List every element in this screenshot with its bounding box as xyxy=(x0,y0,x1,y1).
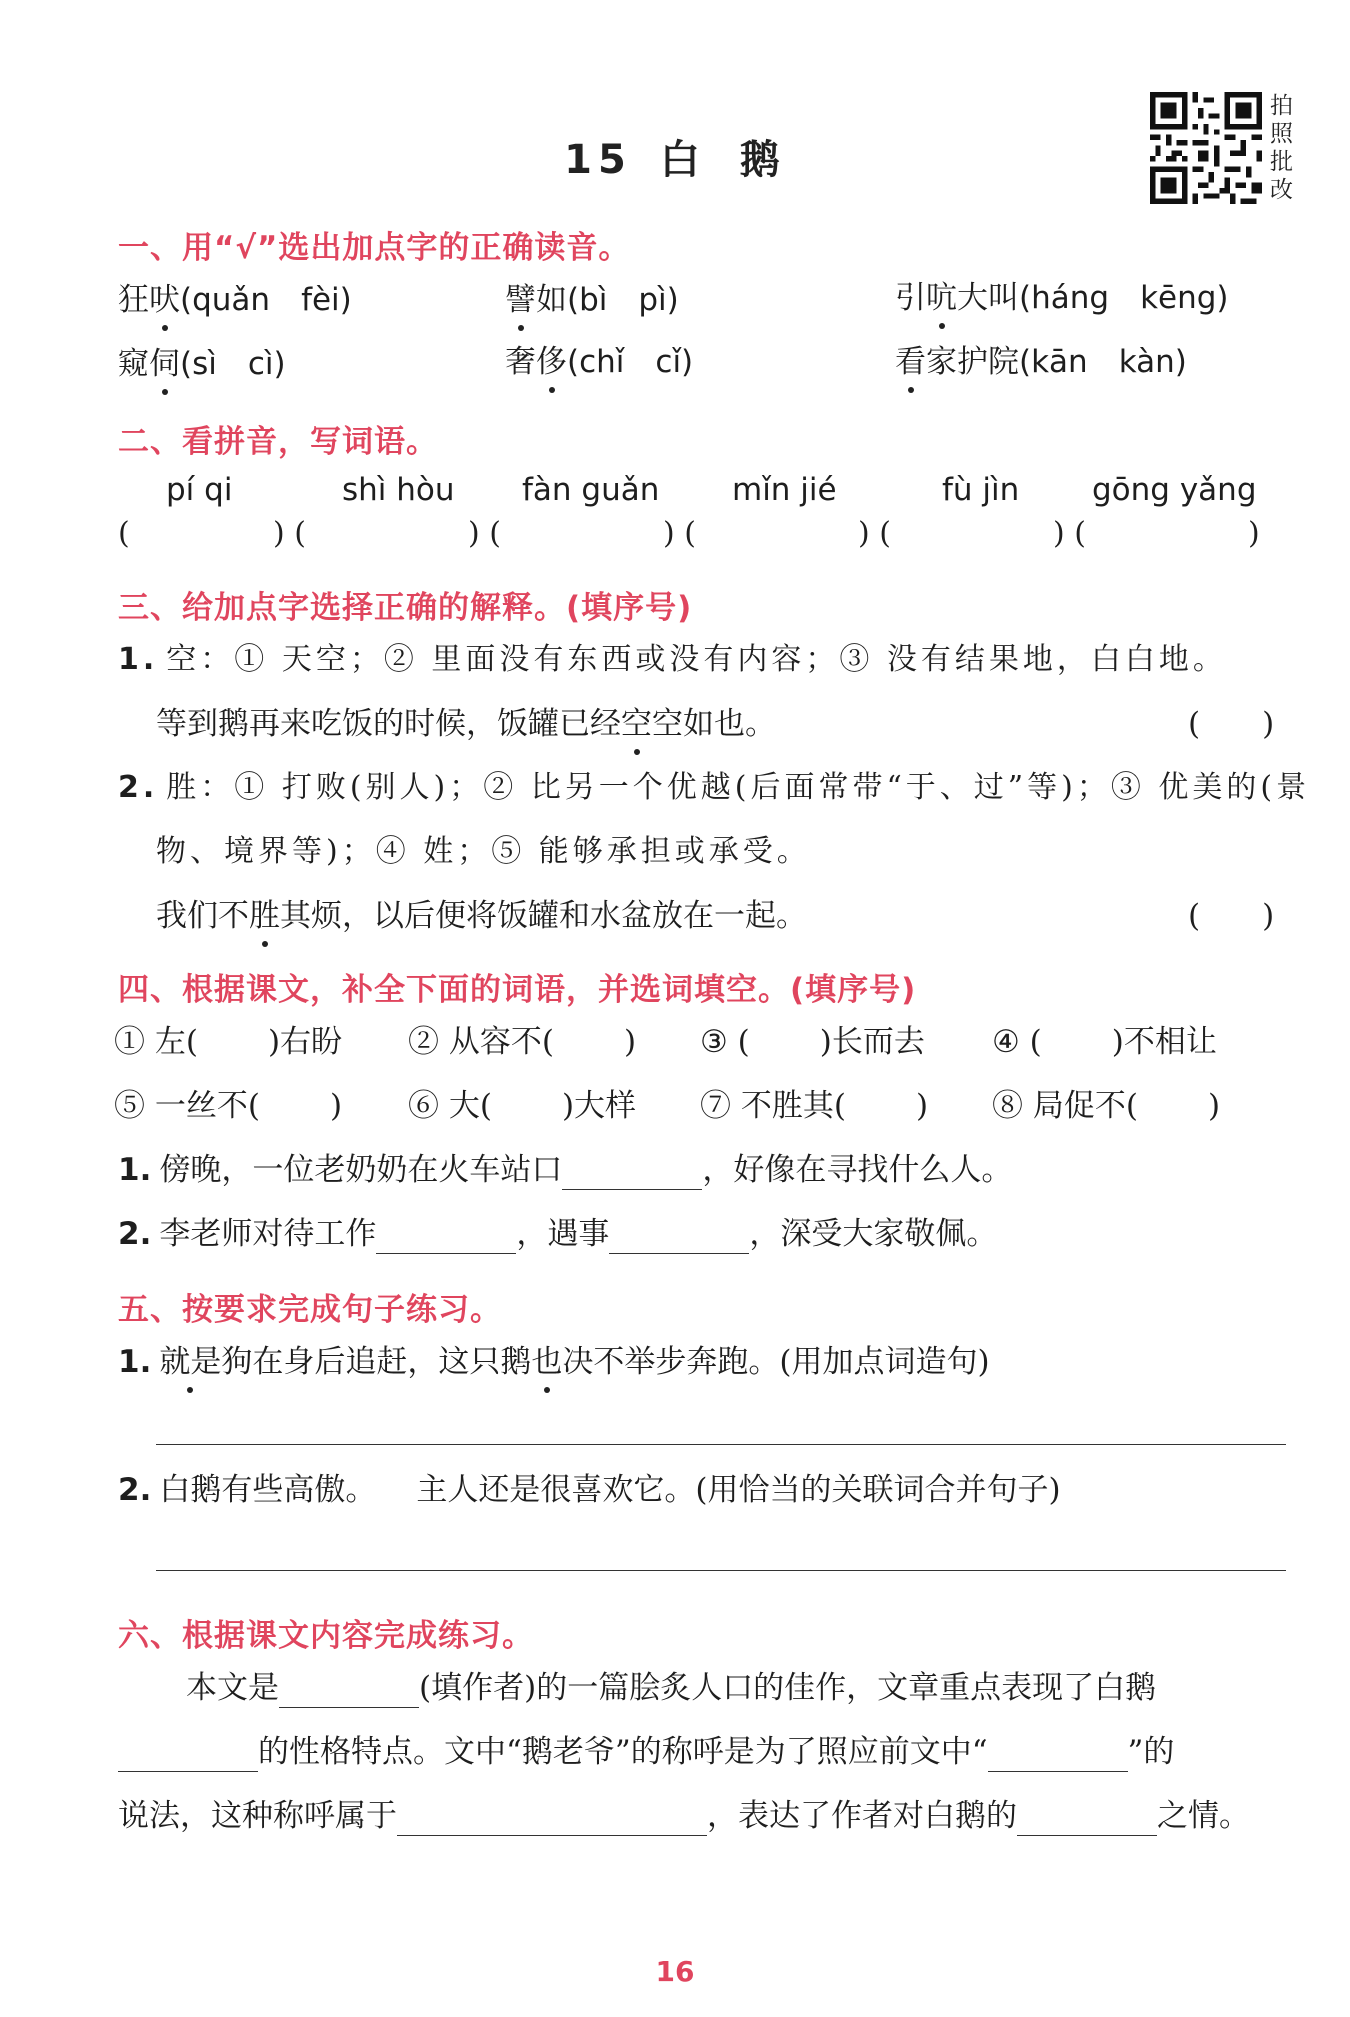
fill-sentence: 2. 李老师对待工作 ，遇事 ，深受大家敬佩。 xyxy=(118,1216,998,1252)
fill-blank[interactable] xyxy=(118,1737,258,1772)
section-2-heading: 二、看拼音，写词语。 xyxy=(118,424,438,460)
section-1-heading: 一、用“√”选出加点字的正确读音。 xyxy=(118,230,631,266)
qr-code-icon[interactable] xyxy=(1150,92,1262,204)
passage-line: 本文是 (填作者)的一篇脍炙人口的佳作，文章重点表现了白鹅 xyxy=(186,1670,1157,1706)
idiom-item: ② 从容不( ) xyxy=(408,1024,637,1060)
fill-blank[interactable] xyxy=(562,1155,702,1190)
definition-line: 物、境界等)；④ 姓；⑤ 能够承担或承受。 xyxy=(156,834,811,869)
passage-line: 的性格特点。文中“鹅老爷”的称呼是为了照应前文中“ ”的 xyxy=(118,1732,1174,1772)
sentence-task: 2. 白鹅有些高傲。 主人还是很喜欢它。(用恰当的关联词合并句子) xyxy=(118,1472,1061,1508)
idiom-item: ⑧ 局促不( ) xyxy=(992,1088,1221,1124)
answer-box-sep: ) ( xyxy=(858,516,891,551)
section-5-heading: 五、按要求完成句子练习。 xyxy=(118,1292,502,1328)
section-3-heading: 三、给加点字选择正确的解释。(填序号) xyxy=(118,590,693,626)
idiom-item: ③ ( )长而去 xyxy=(700,1024,925,1060)
pronunciation-item: 窥伺(sì cì) xyxy=(118,346,286,382)
sentence-task: 1. 就是狗在身后追赶，这只鹅也决不举步奔跑。(用加点词造句) xyxy=(118,1344,990,1380)
fill-blank[interactable] xyxy=(609,1219,749,1254)
pronunciation-item: 譬如(bì pì) xyxy=(505,282,679,318)
fill-blank[interactable] xyxy=(988,1737,1128,1772)
answer-box-sep: ) ( xyxy=(273,516,306,551)
section-4-heading: 四、根据课文，补全下面的词语，并选词填空。(填序号) xyxy=(118,972,917,1008)
page-number: 16 xyxy=(655,1955,695,1988)
pinyin-prompt: shì hòu xyxy=(342,472,455,508)
idiom-item: ⑥ 大( )大样 xyxy=(408,1088,637,1124)
lesson-number: 15 xyxy=(564,137,632,183)
example-sentence: 我们不胜其烦，以后便将饭罐和水盆放在一起。 xyxy=(156,898,807,934)
definition-line: 2. 胜：① 打败(别人)；② 比另一个优越(后面常带“于、过”等)；③ 优美的(景 xyxy=(118,770,1311,805)
section-6-heading: 六、根据课文内容完成练习。 xyxy=(118,1618,534,1654)
pinyin-prompt: mǐn jié xyxy=(732,472,837,508)
fill-blank[interactable] xyxy=(279,1673,419,1708)
idiom-item: ④ ( )不相让 xyxy=(992,1024,1217,1060)
pinyin-prompt: fàn guǎn xyxy=(522,472,660,508)
idiom-item: ① 左( )右盼 xyxy=(114,1024,343,1060)
page-title xyxy=(0,128,1350,185)
pinyin-prompt: fù jìn xyxy=(942,472,1020,508)
pronunciation-item: 狂吠(quǎn fèi) xyxy=(118,282,352,318)
qr-caption: 拍照批改 xyxy=(1270,93,1293,203)
answer-line[interactable] xyxy=(156,1444,1286,1445)
passage-line: 说法，这种称呼属于 ，表达了作者对白鹅的 之情。 xyxy=(118,1798,1250,1834)
idiom-item: ⑦ 不胜其( ) xyxy=(700,1088,929,1124)
fill-blank[interactable] xyxy=(376,1219,516,1254)
title-char-2: 鹅 xyxy=(739,137,786,183)
answer-box[interactable]: ( ) xyxy=(1188,898,1275,934)
example-sentence: 等到鹅再来吃饭的时候，饭罐已经空空如也。 xyxy=(156,706,776,742)
answer-line[interactable] xyxy=(156,1570,1286,1571)
answer-box[interactable]: ( xyxy=(118,516,130,551)
pronunciation-item: 看家护院(kān kàn) xyxy=(895,344,1187,380)
answer-box[interactable]: ( ) xyxy=(1188,706,1275,742)
idiom-item: ⑤ 一丝不( ) xyxy=(114,1088,343,1124)
pinyin-prompt: gōng yǎng xyxy=(1092,472,1257,508)
pronunciation-item: 奢侈(chǐ cǐ) xyxy=(505,344,694,380)
pinyin-prompt: pí qi xyxy=(166,472,233,508)
fill-sentence: 1. 傍晚，一位老奶奶在火车站口 ，好像在寻找什么人。 xyxy=(118,1152,1013,1188)
answer-box-sep: ) ( xyxy=(663,516,696,551)
fill-blank[interactable] xyxy=(397,1801,707,1836)
fill-blank[interactable] xyxy=(1017,1801,1157,1836)
title-char-1: 白 xyxy=(659,137,706,183)
answer-box-sep: ) ( xyxy=(1053,516,1086,551)
definition-line: 1. 空：① 天空；② 里面没有东西或没有内容；③ 没有结果地，白白地。 xyxy=(118,642,1227,677)
answer-box: ) xyxy=(1248,516,1260,551)
answer-box-sep: ) ( xyxy=(468,516,501,551)
pronunciation-item: 引吭大叫(háng kēng) xyxy=(895,280,1229,316)
